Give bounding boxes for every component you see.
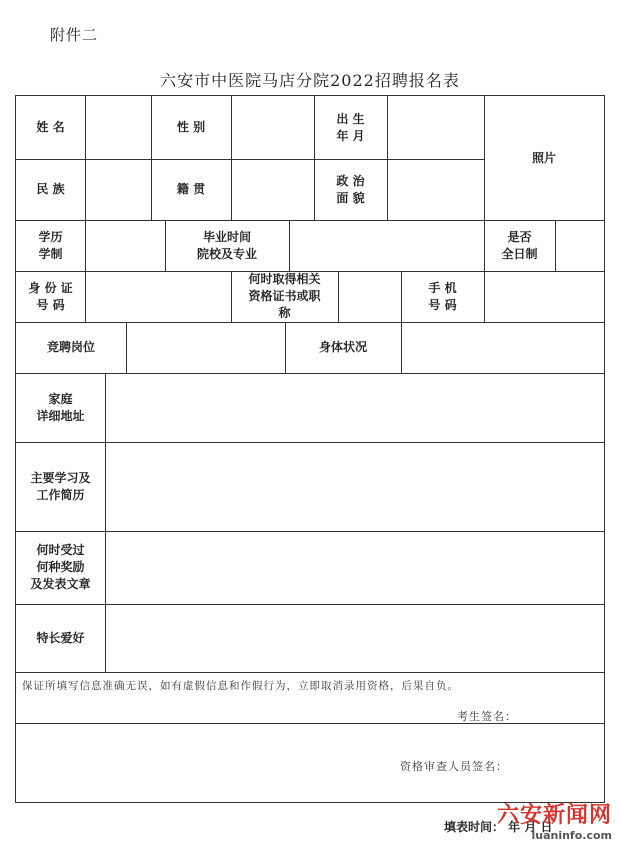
birth-date-label: 出 生 年 月 (336, 111, 365, 143)
reviewer-signature-field[interactable] (516, 750, 601, 772)
attachment-label: 附件二 (50, 26, 99, 44)
reviewer-signature-label: 资格审查人员签名： (400, 760, 508, 773)
health-input[interactable] (402, 323, 604, 372)
birth-date-input[interactable] (388, 97, 483, 158)
watermark-logo: 六安新闻网 (496, 803, 612, 828)
full-time-input[interactable] (556, 221, 604, 270)
resume-label: 主要学习及 工作简历 (30, 470, 91, 502)
address-label: 家庭 详细地址 (36, 391, 85, 423)
id-number-input[interactable] (86, 272, 230, 321)
position-input[interactable] (127, 323, 284, 372)
declaration-text: 保证所填写信息准确无误，如有虚假信息和作假行为，立即取消录用资格，后果自负。 (22, 680, 459, 692)
photo-box[interactable]: 照片 (531, 150, 556, 165)
name-input[interactable] (86, 97, 150, 158)
position-label: 竞聘岗位 (46, 340, 95, 354)
fill-time-label: 填表时间： 年 月 日 (444, 820, 553, 834)
resume-input[interactable] (106, 443, 604, 530)
graduation-label: 毕业时间 院校及专业 (196, 229, 257, 261)
candidate-signature-field[interactable] (521, 700, 601, 720)
hobbies-input[interactable] (106, 605, 604, 671)
political-status-label: 政 治 面 貌 (336, 173, 365, 205)
gender-label: 性 别 (176, 120, 206, 134)
candidate-signature-label: 考生签名： (457, 710, 517, 723)
registration-form-table (15, 95, 605, 803)
form-title: 六安市中医院马店分院2022招聘报名表 (160, 71, 460, 90)
native-place-input[interactable] (232, 160, 313, 219)
health-label: 身体状况 (318, 340, 367, 354)
id-number-label: 身 份 证 号 码 (28, 280, 73, 312)
awards-input[interactable] (106, 532, 604, 603)
phone-label: 手 机 号 码 (428, 280, 457, 312)
address-input[interactable] (106, 374, 604, 441)
native-place-label: 籍 贯 (176, 182, 206, 196)
ethnicity-input[interactable] (86, 160, 150, 219)
education-input[interactable] (86, 221, 164, 270)
ethnicity-label: 民 族 (36, 182, 65, 196)
education-label: 学历 学制 (38, 229, 63, 261)
political-status-input[interactable] (388, 160, 483, 219)
awards-label: 何时受过 何种奖励 及发表文章 (30, 543, 91, 591)
graduation-input[interactable] (290, 221, 483, 270)
watermark (497, 798, 612, 842)
full-time-label: 是否 全日制 (501, 229, 538, 261)
certificate-input[interactable] (339, 272, 400, 321)
phone-input[interactable] (485, 272, 604, 321)
certificate-label: 何时取得相关 资格证书或职 称 (248, 272, 321, 320)
gender-input[interactable] (232, 97, 313, 158)
watermark-url: luaninfo.com (531, 829, 612, 842)
name-label: 姓 名 (36, 120, 65, 134)
hobbies-label: 特长爱好 (36, 630, 85, 645)
